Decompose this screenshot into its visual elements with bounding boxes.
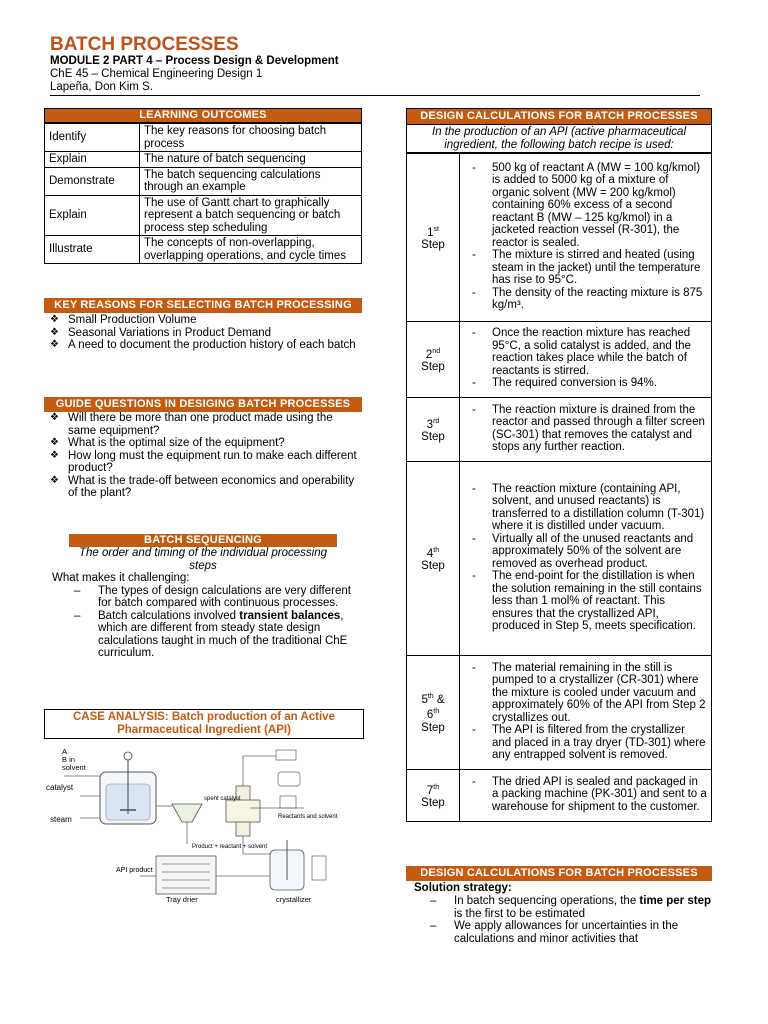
list-item: - The reaction mixture is drained from the reactor and passed through a filter screen (SC-301) that removes the catalyst and stops any further reaction. (472, 403, 705, 453)
design-calculations-heading: DESIGN CALCULATIONS FOR BATCH PROCESSES (406, 108, 712, 125)
diamond-bullet-icon: ❖ (50, 437, 59, 448)
step-body (460, 656, 712, 770)
solution-strategy-section (406, 866, 712, 945)
list-item: - The material remaining in the still is pumped to a crystallizer (CR-301) where the mixture is cooled under vacuum and approximately 60% of the API from Step 2 crystallizes out. (472, 661, 706, 724)
step-body (460, 398, 712, 462)
list-item: - The end-point for the distillation is when the solution remaining in the still contains less than 1 mol% of reactant. This ensures that the crystallized API, produced in Step 5, meets specification. (472, 570, 702, 632)
batch-sequencing-section (44, 534, 362, 660)
batch-sequencing-heading: BATCH SEQUENCING (69, 534, 337, 547)
figure-label-steam: steam (50, 815, 72, 824)
design-calculations-section (406, 108, 712, 822)
process-flow-diagram (44, 744, 344, 910)
list-item: ❖ A need to document the production history of each batch (50, 339, 356, 351)
outcome-verb: Demonstrate (45, 167, 140, 195)
figure-label-catalyst: catalyst (46, 783, 74, 792)
step-label: 3rd Step (407, 398, 460, 462)
guide-questions-heading: GUIDE QUESTIONS IN DESIGING BATCH PROCESSES (44, 397, 362, 412)
solution-heading: DESIGN CALCULATIONS FOR BATCH PROCESSES (406, 866, 712, 881)
figure-label-reactants: Reactants and solvent (278, 814, 338, 820)
list-item: – We apply allowances for uncertainties in the calculations and minor activities that (430, 920, 679, 945)
design-calculations-intro: In the production of an API (active pharmaceutical ingredient, the following batch recipe is used: (406, 125, 712, 153)
outcome-text: The concepts of non-overlapping, overlapping operations, and cycle times (140, 236, 362, 264)
figure-label-spent-catalyst: spent catalyst (204, 796, 241, 802)
step-label: 4th Step (407, 462, 460, 656)
list-item: - Virtually all of the unused reactants and approximately 50% of the solvent are removed as overhead product. (472, 532, 694, 570)
diamond-bullet-icon: ❖ (50, 339, 59, 350)
outcome-text: The key reasons for choosing batch process (140, 124, 362, 152)
figure-label-tray-drier: Tray drier (166, 895, 198, 904)
table-row (407, 322, 712, 398)
list-item: - 500 kg of reactant A (MW = 100 kg/kmol) is added to 5000 kg of a mixture of organic solvent (MW = 200 kg/kmol) containing 60% excess of a second reactant B (MW – 125 kg/kmol) in a jacketed reaction vessel (R-301), the reactor is sealed. (472, 161, 701, 249)
learning-outcomes-section (44, 108, 362, 264)
figure-label-feed: A B in solvent (62, 747, 86, 772)
step-label: 1st Step (407, 154, 460, 322)
step-body (460, 462, 712, 656)
table-row (45, 236, 362, 264)
page-title: BATCH PROCESSES (50, 34, 239, 55)
table-row (407, 154, 712, 322)
table-row (407, 656, 712, 770)
list-item: - The density of the reacting mixture is 875 kg/m³. (472, 286, 703, 311)
list-item: - The reaction mixture (containing API, solvent, and unused reactants) is transferred to a distillation column (T-301) where it is distilled under vacuum. (472, 482, 705, 532)
table-row (45, 152, 362, 168)
list-item: – Batch calculations involved transient balances, which are different from steady state design calculations taught in much of the traditional ChE curriculum. (74, 609, 348, 659)
step-label: 5th & 6th Step (407, 656, 460, 770)
figure-label-product: Product + reactant + solvent (192, 844, 268, 850)
batch-sequencing-definition: The order and timing of the individual processing steps (78, 547, 328, 572)
outcome-verb: Illustrate (45, 236, 140, 264)
outcome-text: The nature of batch sequencing (140, 152, 362, 168)
list-item: – In batch sequencing operations, the time per step is the first to be estimated (430, 895, 711, 920)
table-row (407, 770, 712, 822)
list-item: - The API is filtered from the crystallizer and placed in a tray dryer (TD-301) where any entrapped solvent is removed. (472, 724, 706, 761)
list-item: – The types of design calculations are very different for batch compared with continuous processes. (74, 584, 351, 609)
step-label: 2nd Step (407, 322, 460, 398)
list-item: - The required conversion is 94%. (472, 377, 657, 390)
table-row (45, 195, 362, 236)
table-row (45, 167, 362, 195)
list-item: ❖ Small Production Volume (50, 314, 197, 326)
figure-label-api-product: API product (116, 867, 153, 874)
step-body (460, 322, 712, 398)
step-label: 7th Step (407, 770, 460, 822)
table-row (45, 124, 362, 152)
step-body (460, 154, 712, 322)
list-item: - The dried API is sealed and packaged in a packing machine (PK-301) and sent to a warehouse for shipment to the customer. (472, 775, 707, 813)
header-rule (50, 95, 700, 96)
list-item: ❖ Will there be more than one product made using the same equipment? (50, 412, 333, 437)
guide-questions-list (44, 412, 362, 500)
learning-outcomes-heading: LEARNING OUTCOMES (44, 108, 362, 123)
solution-label: Solution strategy: (414, 882, 512, 894)
learning-outcomes-table (44, 123, 362, 264)
outcome-text: The batch sequencing calculations through an example (140, 167, 362, 195)
batch-sequencing-list (44, 585, 362, 660)
outcome-verb: Explain (45, 152, 140, 168)
diamond-bullet-icon: ❖ (50, 326, 59, 338)
batch-recipe-table (406, 153, 712, 822)
module-subtitle: MODULE 2 PART 4 – Process Design & Development (50, 55, 339, 67)
solution-list (406, 895, 712, 945)
case-analysis-heading: CASE ANALYSIS: Batch production of an Active Pharmaceutical Ingredient (API) (44, 709, 364, 739)
key-reasons-list (44, 314, 362, 352)
outcome-text: The use of Gantt chart to graphically represent a batch sequencing or batch process step scheduling (140, 195, 362, 236)
list-item: ❖ How long must the equipment run to make each different product? (50, 449, 357, 474)
list-item: - The mixture is stirred and heated (using steam in the jacket) until the temperature has rise to 95°C. (472, 249, 701, 286)
table-row (407, 462, 712, 656)
guide-questions-section (44, 397, 362, 500)
key-reasons-heading: KEY REASONS FOR SELECTING BATCH PROCESSING (44, 298, 362, 313)
table-row (407, 398, 712, 462)
batch-sequencing-lead: What makes it challenging: (52, 572, 190, 584)
diamond-bullet-icon: ❖ (50, 474, 59, 486)
course-name: ChE 45 – Chemical Engineering Design 1 (50, 68, 263, 80)
outcome-verb: Explain (45, 195, 140, 236)
list-item: ❖ Seasonal Variations in Product Demand (50, 326, 272, 339)
outcome-verb: Identify (45, 124, 140, 152)
figure-label-crystallizer: crystallizer (276, 895, 312, 904)
list-item: ❖ What is the trade-off between economics and operability of the plant? (50, 474, 355, 499)
diamond-bullet-icon: ❖ (50, 412, 59, 423)
diamond-bullet-icon: ❖ (50, 449, 59, 461)
diamond-bullet-icon: ❖ (50, 314, 59, 325)
list-item: - Once the reaction mixture has reached 95°C, a solid catalyst is added, and the reaction takes place while the batch of reactants is stirred. (472, 327, 691, 377)
key-reasons-section (44, 298, 362, 352)
step-body (460, 770, 712, 822)
list-item: ❖ What is the optimal size of the equipment? (50, 437, 285, 449)
author-name: Lapeña, Don Kim S. (50, 81, 153, 93)
